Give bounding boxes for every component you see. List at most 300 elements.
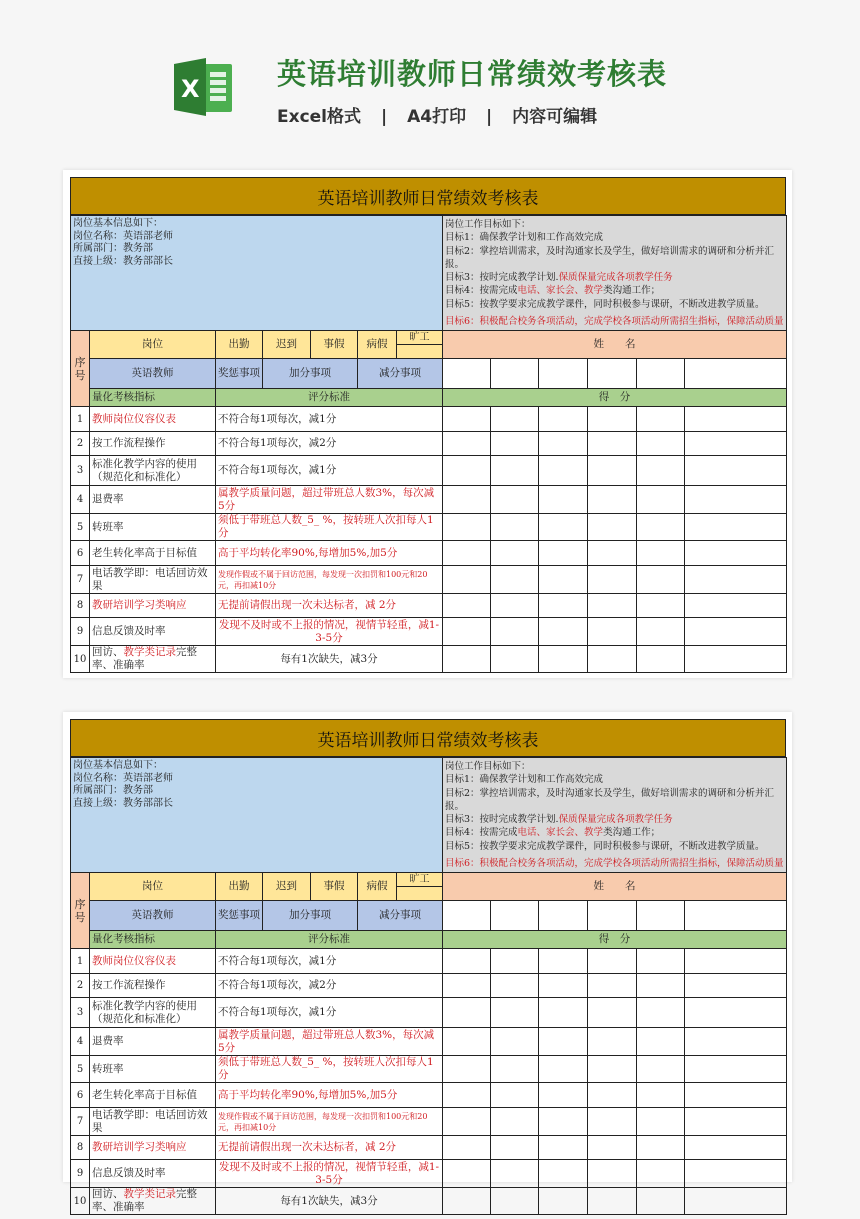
score-cell[interactable] [637,1188,685,1215]
score-cell[interactable] [685,432,787,456]
score-cell[interactable] [637,1083,685,1108]
score-cell[interactable] [637,486,685,514]
score-cell[interactable] [443,1188,491,1215]
name-cell[interactable] [588,901,637,931]
basic-info [71,758,443,873]
score-cell[interactable] [685,1136,787,1160]
highlight-text: 保质保量完成各项教学任务 [558,272,673,284]
name-cell[interactable] [443,901,491,931]
text-segment: 转班率 [92,1062,124,1075]
goal-item [445,813,784,826]
teacher-label: 英语教师 [90,359,216,389]
highlight-text: 电话、家长会、教学 [517,285,604,297]
text-segment: 每有1次缺失，减3分 [280,1194,378,1207]
score-cell[interactable] [491,1056,539,1083]
score-cell[interactable] [637,456,685,486]
bonus-header: 加分事项 [263,901,358,931]
score-cell[interactable] [491,566,539,594]
basic-info-line: 岗位名称：英语部老师 [73,772,173,784]
score-cell[interactable] [588,998,637,1028]
score-cell[interactable] [637,594,685,618]
row-number: 2 [71,432,90,456]
criteria-cell [216,1188,443,1215]
highlight-text: 属教学质量问题，超过带班总人数3%，每次减5分 [218,1028,435,1054]
name-header: 姓 名 [443,873,787,901]
score-cell[interactable] [491,1188,539,1215]
score-cell[interactable] [539,646,588,673]
reward-header: 奖惩事项 [216,901,263,931]
highlight-text: 发现作假或不属于回访范围，每发现一次扣罚和100元和20元，再扣减10分 [218,569,428,590]
text-segment: 目标4：按需完成 [445,827,518,839]
score-cell[interactable] [539,541,588,566]
criteria-cell [216,618,443,646]
text-segment: 每有1次缺失，减3分 [280,652,378,665]
score-cell[interactable] [685,486,787,514]
criteria-cell [216,1028,443,1056]
goals-list [445,231,784,328]
goal-item [445,826,784,839]
score-cell[interactable] [539,432,588,456]
highlight-text: 教学类记录 [123,646,176,659]
criteria-cell [216,949,443,974]
row-number: 1 [71,407,90,432]
text-segment: 目标5：按教学要求完成教学课件，同时积极参与课研，不断改进教学质量。 [445,840,765,852]
score-cell[interactable] [443,456,491,486]
absent-label: 旷工 [397,331,442,345]
indicator-cell [90,486,216,514]
score-cell[interactable] [491,486,539,514]
score-cell[interactable] [637,1160,685,1188]
indicator-cell [90,1188,216,1215]
text-segment: 目标2：掌控培训需求，及时沟通家长及学生，做好培训需求的调研和分析并汇报。 [445,245,775,270]
score-cell[interactable] [443,974,491,998]
score-cell[interactable] [443,1056,491,1083]
score-cell[interactable] [588,949,637,974]
sick-leave-header: 病假 [358,331,397,359]
score-cell[interactable] [685,1056,787,1083]
criteria-header: 评分标准 [216,389,443,407]
row-number: 4 [71,1028,90,1056]
score-cell[interactable] [588,456,637,486]
score-cell[interactable] [588,618,637,646]
tag-editable: 内容可编辑 [512,107,598,127]
score-cell[interactable] [637,407,685,432]
absent-header [397,331,443,359]
table-row [71,486,787,514]
table-row [71,456,787,486]
score-cell[interactable] [443,1108,491,1136]
row-number: 8 [71,1136,90,1160]
goal-item [445,840,784,853]
name-cell[interactable] [685,359,787,389]
indicator-cell [90,1108,216,1136]
score-cell[interactable] [491,541,539,566]
highlight-text: 高于平均转化率90%,每增加5%,加5分 [218,1088,398,1101]
highlight-text: 无提前请假出现一次未达标者，减 2分 [218,599,397,612]
text-segment: 目标3：按时完成教学计划. [445,814,559,826]
table-row [71,1136,787,1160]
score-cell[interactable] [539,486,588,514]
name-header: 姓 名 [443,331,787,359]
name-cell[interactable] [443,359,491,389]
score-cell[interactable] [491,456,539,486]
score-cell[interactable] [539,1083,588,1108]
basic-info-line: 直接上级：教务部部长 [73,255,173,267]
highlight-text: 发现作假或不属于回访范围，每发现一次扣罚和100元和20元，再扣减10分 [218,1111,428,1132]
score-cell[interactable] [443,594,491,618]
sheet-title: 英语培训教师日常绩效考核表 [70,719,786,757]
score-cell[interactable] [685,998,787,1028]
score-cell[interactable] [588,1160,637,1188]
table-row [71,998,787,1028]
text-segment: 电话教学即：电话回访效果 [92,1108,208,1134]
text-segment: 目标1：确保教学计划和工作高效完成 [445,232,604,244]
criteria-cell [216,566,443,594]
name-cell[interactable] [491,359,539,389]
table-row [71,974,787,998]
score-cell[interactable] [637,1056,685,1083]
score-cell[interactable] [539,566,588,594]
score-cell[interactable] [443,514,491,541]
score-cell[interactable] [588,1108,637,1136]
indicator-cell [90,998,216,1028]
text-segment: 转班率 [92,520,124,533]
score-cell[interactable] [539,456,588,486]
svg-text:X: X [181,75,200,103]
score-cell[interactable] [685,1188,787,1215]
attendance-header: 出勤 [216,331,263,359]
deduct-header: 减分事项 [358,901,443,931]
highlight-text: 发现不及时或不上报的情况，视情节轻重，减1-3-5分 [218,1160,440,1186]
score-cell[interactable] [588,432,637,456]
deduct-header: 减分事项 [358,359,443,389]
tag-separator: | [380,107,388,127]
goal-item [445,284,784,297]
highlight-text: 教师岗位仪容仪表 [92,954,176,967]
score-cell[interactable] [685,1028,787,1056]
score-cell[interactable] [443,486,491,514]
indicator-cell [90,618,216,646]
text-segment: 按工作流程操作 [92,979,166,992]
text-segment: 不符合每1项每次，减1分 [218,1006,337,1019]
score-cell[interactable] [637,998,685,1028]
score-cell[interactable] [637,646,685,673]
indicator-cell [90,646,216,673]
score-cell[interactable] [685,407,787,432]
score-cell[interactable] [491,618,539,646]
goals-title: 岗位工作目标如下： [445,761,531,772]
text-segment: 不符合每1项每次，减2分 [218,437,337,450]
score-cell[interactable] [443,998,491,1028]
reward-header: 奖惩事项 [216,359,263,389]
text-segment: 不符合每1项每次，减1分 [218,954,337,967]
score-cell[interactable] [443,1028,491,1056]
score-cell[interactable] [491,1083,539,1108]
highlight-text: 属教学质量问题，超过带班总人数3%，每次减5分 [218,486,435,512]
criteria-cell [216,407,443,432]
score-cell[interactable] [491,1160,539,1188]
score-cell[interactable] [491,407,539,432]
row-number: 5 [71,514,90,541]
score-cell[interactable] [685,541,787,566]
score-cell[interactable] [588,1056,637,1083]
score-cell[interactable] [685,514,787,541]
score-cell[interactable] [539,1108,588,1136]
name-cell[interactable] [637,359,685,389]
name-cell[interactable] [637,901,685,931]
table-row [71,1108,787,1136]
score-cell[interactable] [637,514,685,541]
score-cell[interactable] [491,949,539,974]
text-segment: 类沟通工作； [603,827,661,839]
tag-a4: A4打印 [407,107,467,127]
score-cell[interactable] [637,432,685,456]
score-cell[interactable] [443,541,491,566]
score-cell[interactable] [491,594,539,618]
score-cell[interactable] [491,1136,539,1160]
text-segment: 老生转化率高于目标值 [92,546,197,559]
post-header: 岗位 [90,331,216,359]
score-cell[interactable] [491,514,539,541]
criteria-cell [216,432,443,456]
score-cell[interactable] [443,1083,491,1108]
score-cell[interactable] [588,1083,637,1108]
score-cell[interactable] [443,618,491,646]
score-cell[interactable] [491,432,539,456]
highlight-text: 须低于带班总人数_5_ %，按转班人次扣每人1分 [218,514,434,540]
score-cell[interactable] [588,1028,637,1056]
text-segment: 信息反馈及时率 [92,625,166,638]
score-cell[interactable] [491,998,539,1028]
text-segment: 类沟通工作； [603,285,661,297]
score-cell[interactable] [685,618,787,646]
basic-info-line: 岗位基本信息如下： [73,760,163,771]
work-goals [443,216,787,331]
goal-item [445,271,784,284]
row-number: 4 [71,486,90,514]
row-number: 7 [71,1108,90,1136]
text-segment: 目标3：按时完成教学计划. [445,272,559,284]
row-number: 8 [71,594,90,618]
indicator-cell [90,541,216,566]
score-cell[interactable] [443,1136,491,1160]
score-header: 得 分 [443,389,787,407]
score-cell[interactable] [491,646,539,673]
score-cell[interactable] [637,1028,685,1056]
criteria-cell [216,594,443,618]
table-row [71,949,787,974]
criteria-cell [216,998,443,1028]
indicator-header: 量化考核指标 [90,389,216,407]
score-cell[interactable] [685,1108,787,1136]
table-row [71,566,787,594]
tag-separator: | [486,107,493,127]
basic-info-line: 岗位名称：英语部老师 [73,230,173,242]
criteria-cell [216,486,443,514]
goal-item [445,857,784,870]
score-cell[interactable] [491,1028,539,1056]
text-segment: 回访、 [92,646,124,659]
text-segment: 目标2：掌控培训需求，及时沟通家长及学生，做好培训需求的调研和分析并汇报。 [445,787,775,812]
indicator-cell [90,1028,216,1056]
score-cell[interactable] [539,974,588,998]
score-cell[interactable] [539,949,588,974]
table-row [71,432,787,456]
text-segment: 不符合每1项每次，减1分 [218,412,337,425]
score-cell[interactable] [539,407,588,432]
name-cell[interactable] [491,901,539,931]
text-segment: 目标5：按教学要求完成教学课件，同时积极参与课研，不断改进教学质量。 [445,298,765,310]
text-segment: 老生转化率高于目标值 [92,1088,197,1101]
table-row [71,1056,787,1083]
text-segment: 完整率、准确率 [92,646,197,672]
text-segment: 电话教学即：电话回访效果 [92,566,208,592]
indicator-cell [90,1083,216,1108]
indicator-cell [90,1056,216,1083]
score-cell[interactable] [539,1028,588,1056]
basic-info [71,216,443,331]
page-title: 英语培训教师日常绩效考核表 [277,57,668,91]
score-cell[interactable] [588,646,637,673]
highlight-text: 无提前请假出现一次未达标者，减 2分 [218,1141,397,1154]
score-cell[interactable] [637,974,685,998]
table-row [71,594,787,618]
highlight-text: 教师岗位仪容仪表 [92,412,176,425]
score-cell[interactable] [685,456,787,486]
name-cell[interactable] [539,359,588,389]
score-cell[interactable] [539,594,588,618]
score-cell[interactable] [588,594,637,618]
text-segment: 按工作流程操作 [92,437,166,450]
score-cell[interactable] [637,541,685,566]
score-cell[interactable] [685,594,787,618]
table-row [71,541,787,566]
text-segment: 目标1：确保教学计划和工作高效完成 [445,774,604,786]
score-cell[interactable] [637,1108,685,1136]
score-cell[interactable] [443,1160,491,1188]
score-cell[interactable] [539,1056,588,1083]
score-cell[interactable] [588,541,637,566]
absent-label: 旷工 [397,873,442,887]
score-cell[interactable] [588,486,637,514]
score-cell[interactable] [491,974,539,998]
page-header [0,0,860,160]
indicator-header: 量化考核指标 [90,931,216,949]
name-cell[interactable] [539,901,588,931]
row-number: 6 [71,1083,90,1108]
criteria-cell [216,1108,443,1136]
text-segment: 退费率 [92,493,124,506]
score-cell[interactable] [539,514,588,541]
name-cell[interactable] [588,359,637,389]
text-segment: 标准化教学内容的使用（规范化和标准化） [92,999,197,1025]
goals-title: 岗位工作目标如下： [445,219,531,230]
score-cell[interactable] [539,1160,588,1188]
score-cell[interactable] [443,949,491,974]
seq-header: 序号 [71,873,90,949]
highlight-text: 须低于带班总人数_5_ %，按转班人次扣每人1分 [218,1056,434,1082]
basic-info-line: 岗位基本信息如下： [73,218,163,229]
row-number: 6 [71,541,90,566]
work-goals [443,758,787,873]
indicator-cell [90,949,216,974]
sheet-title: 英语培训教师日常绩效考核表 [70,177,786,215]
score-cell[interactable] [685,1083,787,1108]
row-number: 7 [71,566,90,594]
goal-item [445,773,784,786]
score-cell[interactable] [588,1188,637,1215]
indicator-cell [90,456,216,486]
criteria-cell [216,1083,443,1108]
text-segment: 信息反馈及时率 [92,1167,166,1180]
score-cell[interactable] [588,974,637,998]
indicator-cell [90,1160,216,1188]
sheet-preview [63,170,792,678]
attendance-header: 出勤 [216,873,263,901]
score-cell[interactable] [539,1188,588,1215]
score-cell[interactable] [588,1136,637,1160]
criteria-cell [216,514,443,541]
personal-leave-header: 事假 [311,331,358,359]
bonus-header: 加分事项 [263,359,358,389]
late-header: 迟到 [263,331,311,359]
score-cell[interactable] [637,1136,685,1160]
indicator-cell [90,432,216,456]
score-cell[interactable] [443,646,491,673]
goals-list [445,773,784,870]
score-cell[interactable] [443,432,491,456]
score-cell[interactable] [443,566,491,594]
text-segment: 不符合每1项每次，减2分 [218,979,337,992]
score-cell[interactable] [539,618,588,646]
score-cell[interactable] [588,566,637,594]
criteria-cell [216,541,443,566]
score-cell[interactable] [637,949,685,974]
score-cell[interactable] [685,646,787,673]
score-cell[interactable] [539,1136,588,1160]
indicator-cell [90,566,216,594]
highlight-text: 高于平均转化率90%,每增加5%,加5分 [218,546,398,559]
format-tags [277,102,611,127]
indicator-cell [90,974,216,998]
score-cell[interactable] [539,998,588,1028]
table-row [71,646,787,673]
basic-info-line: 所属部门：教务部 [73,243,153,254]
name-cell[interactable] [685,901,787,931]
score-cell[interactable] [637,566,685,594]
score-cell[interactable] [443,407,491,432]
teacher-label: 英语教师 [90,901,216,931]
indicator-cell [90,1136,216,1160]
score-cell[interactable] [588,407,637,432]
row-number: 10 [71,1188,90,1215]
text-segment: 标准化教学内容的使用（规范化和标准化） [92,457,197,483]
criteria-cell [216,1160,443,1188]
score-cell[interactable] [685,566,787,594]
score-cell[interactable] [491,1108,539,1136]
highlight-text: 教学类记录 [123,1188,176,1201]
highlight-text: 发现不及时或不上报的情况，视情节轻重，减1-3-5分 [218,618,440,644]
score-cell[interactable] [685,974,787,998]
score-cell[interactable] [685,1160,787,1188]
row-number: 9 [71,1160,90,1188]
score-cell[interactable] [685,949,787,974]
score-cell[interactable] [637,618,685,646]
highlight-text: 保质保量完成各项教学任务 [558,814,673,826]
score-cell[interactable] [588,514,637,541]
basic-info-line: 所属部门：教务部 [73,785,153,796]
post-header: 岗位 [90,873,216,901]
